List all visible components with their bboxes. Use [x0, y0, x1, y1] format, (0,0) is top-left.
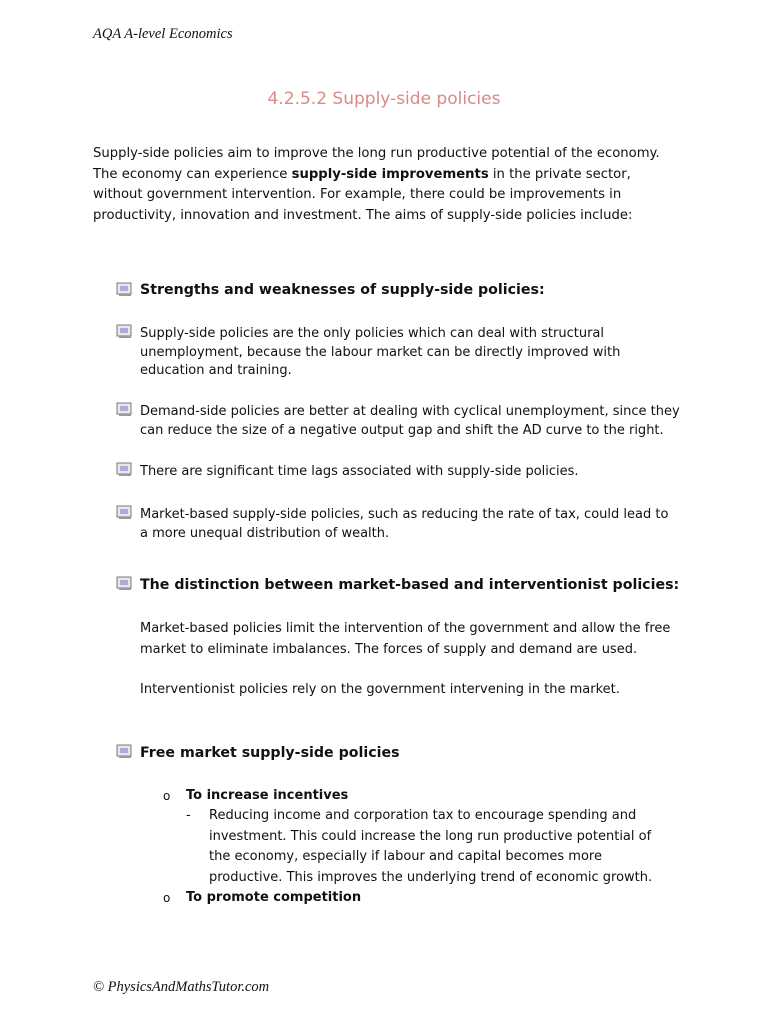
list-item: Market-based supply-side policies, such as reducing the rate of tax, could lead to a more unequal distribution of wealth.	[140, 507, 669, 541]
page-title: 4.2.5.2 Supply-side policies	[267, 89, 501, 109]
intro-text-start: Supply-side policies aim to improve the long run productive potential of the economy. The economy can experience	[93, 146, 660, 182]
paragraph-interventionist: Interventionist policies rely on the government intervening in the market.	[140, 682, 620, 697]
list-item: There are significant time lags associated with supply-side policies.	[140, 464, 579, 479]
sub-heading-competition: To promote competition	[186, 890, 362, 905]
intro-text-end: in the private sector, without government intervention. For example, there could be improvements in productivity, innovation and investment. The aims of supply-side policies include:	[93, 166, 633, 223]
paragraph-market-based: Market-based policies limit the intervention of the government and allow the free market to eliminate imbalances. The forces of supply and demand are used.	[140, 621, 671, 657]
page-footer: © PhysicsAndMathsTutor.com	[93, 979, 270, 995]
list-item: Supply-side policies are the only policies which can deal with structural unemployment, because the labour market can be directly improved with education and training.	[140, 326, 621, 378]
dash-bullet: -	[186, 808, 191, 823]
monitor-bullet-icon	[116, 462, 134, 477]
monitor-bullet-icon	[116, 402, 134, 417]
monitor-bullet-icon	[116, 744, 134, 759]
section-heading-distinction: The distinction between market-based and interventionist policies:	[140, 577, 680, 593]
circle-bullet: o	[163, 891, 171, 905]
monitor-bullet-icon	[116, 282, 134, 297]
section-heading-strengths: Strengths and weaknesses of supply-side policies:	[140, 282, 545, 298]
sub-heading-incentives: To increase incentives	[186, 788, 349, 803]
detail-incentives: Reducing income and corporation tax to encourage spending and investment. This could increase the long run productive potential of the economy, especially if labour and capital becomes more productive. This improves the underlying trend of economic growth.	[209, 808, 653, 885]
section-heading-free-market: Free market supply-side policies	[140, 745, 400, 761]
intro-bold-term: supply-side improvements	[291, 166, 489, 182]
intro-paragraph	[93, 144, 673, 226]
monitor-bullet-icon	[116, 576, 134, 591]
circle-bullet: o	[163, 789, 171, 803]
list-item: Demand-side policies are better at dealing with cyclical unemployment, since they can reduce the size of a negative output gap and shift the AD curve to the right.	[140, 404, 680, 438]
monitor-bullet-icon	[116, 505, 134, 520]
monitor-bullet-icon	[116, 324, 134, 339]
page-header: AQA A-level Economics	[93, 26, 233, 42]
